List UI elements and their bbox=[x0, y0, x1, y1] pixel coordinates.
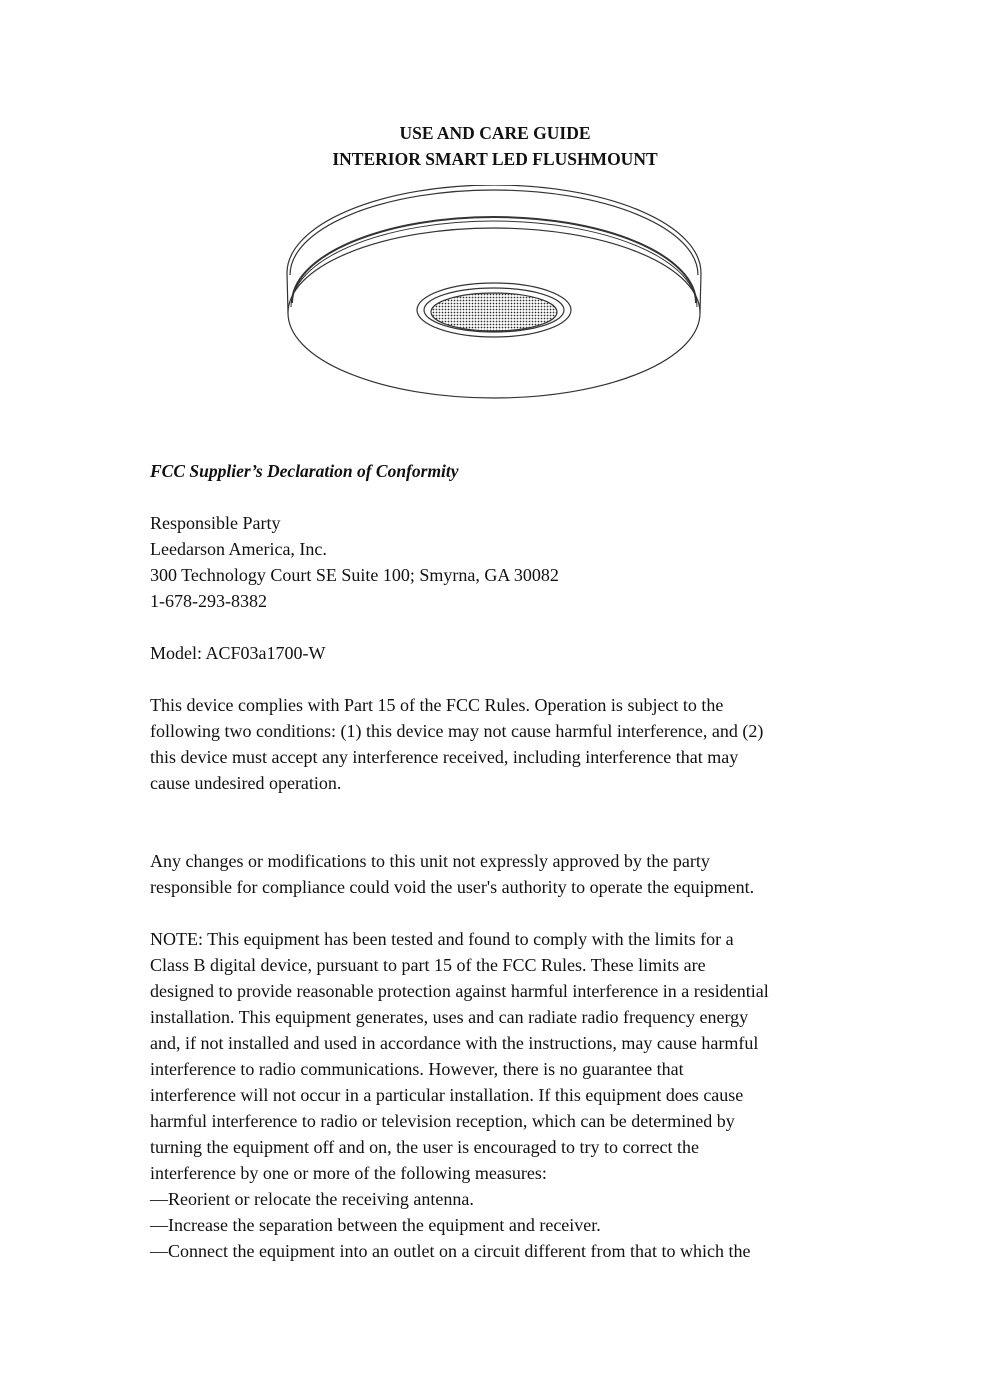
company-name: Leedarson America, Inc. bbox=[150, 539, 327, 559]
declaration-heading: FCC Supplier’s Declaration of Conformity bbox=[150, 461, 459, 481]
document-body bbox=[150, 458, 850, 1264]
text-line: Any changes or modifications to this unit not expressly approved by the party bbox=[150, 851, 710, 871]
company-address: 300 Technology Court SE Suite 100; Smyrna, GA 30082 bbox=[150, 565, 559, 585]
text-line: this device must accept any interference received, including interference that may bbox=[150, 747, 739, 767]
text-line: cause undesired operation. bbox=[150, 773, 342, 793]
title-line-2: INTERIOR SMART LED FLUSHMOUNT bbox=[332, 149, 658, 169]
text-line: installation. This equipment generates, uses and can radiate radio frequency energy bbox=[150, 1007, 749, 1027]
note-paragraph bbox=[150, 926, 850, 1264]
changes-paragraph bbox=[150, 848, 850, 900]
text-line: turning the equipment off and on, the user is encouraged to try to correct the bbox=[150, 1137, 699, 1157]
measure-item: —Reorient or relocate the receiving antenna. bbox=[150, 1189, 474, 1209]
document-title bbox=[0, 120, 990, 172]
measure-item: —Increase the separation between the equipment and receiver. bbox=[150, 1215, 601, 1235]
text-line: Class B digital device, pursuant to part 15 of the FCC Rules. These limits are bbox=[150, 955, 706, 975]
ceiling-light-fixture-drawing-icon bbox=[282, 185, 707, 412]
company-phone: 1-678-293-8382 bbox=[150, 591, 267, 611]
text-line: NOTE: This equipment has been tested and found to comply with the limits for a bbox=[150, 929, 734, 949]
responsible-party-label: Responsible Party bbox=[150, 513, 281, 533]
compliance-paragraph bbox=[150, 692, 850, 796]
text-line: and, if not installed and used in accordance with the instructions, may cause harmful bbox=[150, 1033, 759, 1053]
text-line: interference to radio communications. However, there is no guarantee that bbox=[150, 1059, 684, 1079]
text-line: following two conditions: (1) this device may not cause harmful interference, and (2) bbox=[150, 721, 764, 741]
text-line: interference will not occur in a particular installation. If this equipment does cause bbox=[150, 1085, 744, 1105]
responsible-party-block bbox=[150, 510, 850, 614]
text-line: harmful interference to radio or television reception, which can be determined by bbox=[150, 1111, 735, 1131]
text-line: interference by one or more of the following measures: bbox=[150, 1163, 547, 1183]
text-line: responsible for compliance could void the user's authority to operate the equipment. bbox=[150, 877, 755, 897]
text-line: designed to provide reasonable protection against harmful interference in a residential bbox=[150, 981, 769, 1001]
model-number: Model: ACF03a1700-W bbox=[150, 643, 326, 663]
title-line-1: USE AND CARE GUIDE bbox=[399, 123, 591, 143]
measure-item: —Connect the equipment into an outlet on a circuit different from that to which the bbox=[150, 1241, 751, 1261]
text-line: This device complies with Part 15 of the FCC Rules. Operation is subject to the bbox=[150, 695, 724, 715]
